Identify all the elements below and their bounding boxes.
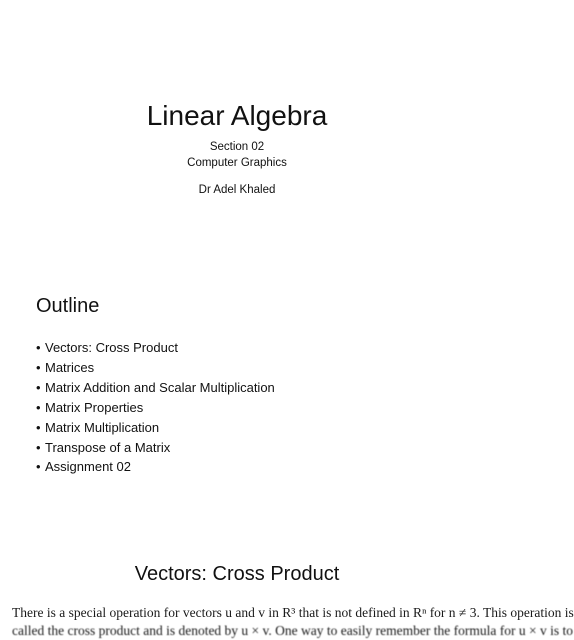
outline-item-label: Matrices [45,359,95,375]
title-slide [0,0,474,262]
bullet-icon: • [36,419,41,435]
section-label: Section 02 [209,141,265,153]
bullet-icon: • [36,379,41,395]
outline-item-label: Vectors: Cross Product [45,340,178,355]
presentation-title: Linear Algebra [146,100,328,131]
outline-item [36,378,275,398]
outline-item [36,418,275,438]
body-line-2: called the cross product and is denoted by u × v. One way to easily remember the formula for u × v is to [12,623,573,638]
outline-item [36,358,275,378]
course-label: Computer Graphics [187,157,287,169]
cross-product-heading: Vectors: Cross Product [134,563,340,585]
cross-product-slide [0,534,574,638]
outline-item [36,338,275,358]
bullet-icon: • [36,459,41,475]
outline-list [36,338,275,477]
body-line-1: There is a special operation for vectors u and v in R³ that is not defined in Rⁿ for n ≠ 3. This operation is [12,605,574,620]
author-label: Dr Adel Khaled [198,184,276,196]
bullet-icon: • [36,359,41,375]
outline-item [36,398,275,418]
outline-heading: Outline [36,295,100,317]
outline-item-label: Assignment 02 [45,459,131,475]
outline-item [36,438,275,458]
outline-item-label: Transpose of a Matrix [45,439,171,455]
outline-item-label: Matrix Multiplication [45,419,160,435]
outline-item [36,457,275,477]
bullet-icon: • [36,340,41,355]
outline-item-label: Matrix Properties [45,399,144,415]
outline-item-label: Matrix Addition and Scalar Multiplication [45,379,275,395]
outline-slide [0,262,474,534]
bullet-icon: • [36,399,41,415]
cross-product-body [12,604,574,640]
bullet-icon: • [36,439,41,455]
